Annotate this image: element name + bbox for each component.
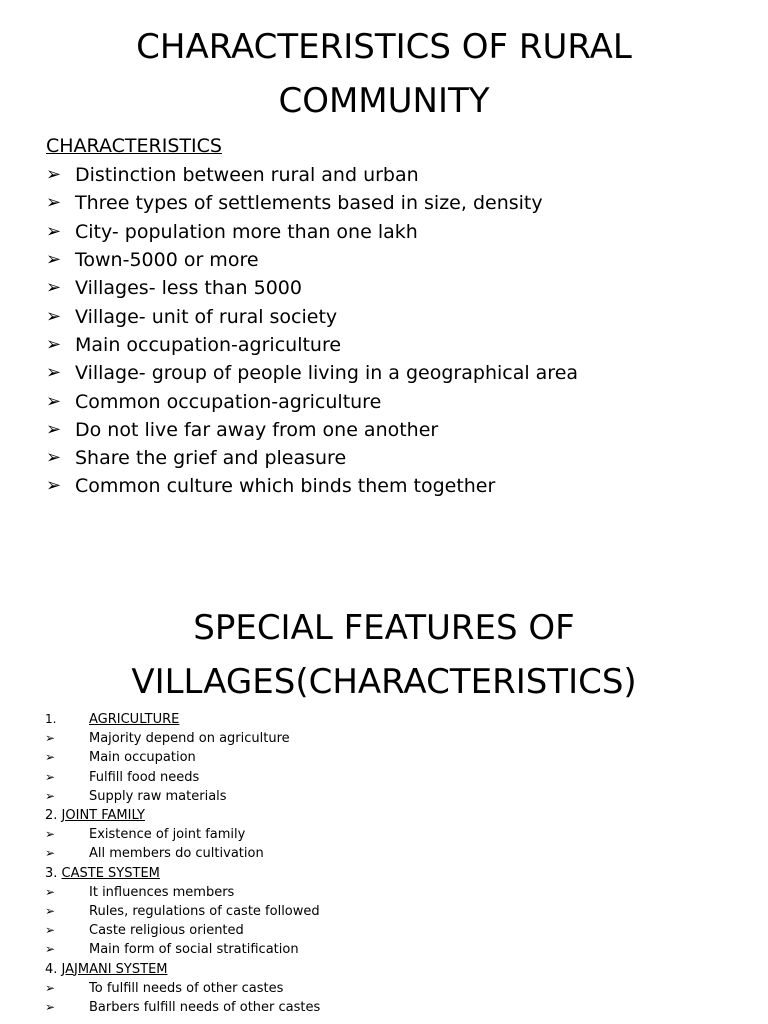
list-item (45, 787, 320, 806)
section-heading (45, 806, 320, 825)
arrow-bullet-icon: ➢ (46, 447, 62, 469)
list-item-text: Barbers fulfill needs of other castes (89, 999, 321, 1015)
list-item-text: Caste religious oriented (89, 923, 244, 939)
arrow-bullet-icon: ➢ (46, 475, 62, 497)
slide-title-line-2: VILLAGES(CHARACTERISTICS) (131, 662, 637, 702)
list-item (46, 416, 578, 444)
arrow-bullet-icon: ➢ (46, 277, 62, 299)
section-heading-text: CASTE SYSTEM (61, 865, 160, 881)
list-item-text: Main occupation-agriculture (75, 333, 342, 356)
arrow-bullet-icon: ➢ (45, 999, 56, 1014)
list-item-text: Main form of social stratification (89, 942, 299, 958)
arrow-bullet-icon: ➢ (46, 418, 62, 440)
slide-title-line-2: COMMUNITY (278, 81, 490, 121)
list-item (45, 998, 320, 1017)
arrow-bullet-icon: ➢ (46, 220, 62, 242)
arrow-bullet-icon: ➢ (45, 769, 56, 784)
list-item-text: Villages- less than 5000 (75, 277, 302, 300)
arrow-bullet-icon: ➢ (45, 731, 56, 746)
arrow-bullet-icon: ➢ (45, 788, 56, 803)
list-item-text: City- population more than one lakh (75, 220, 418, 243)
arrow-bullet-icon: ➢ (46, 164, 62, 186)
list-item-text: Common culture which binds them together (75, 475, 496, 498)
characteristics-list (46, 161, 578, 501)
list-item (46, 246, 578, 274)
arrow-bullet-icon: ➢ (46, 390, 62, 412)
list-item-text: Town-5000 or more (75, 249, 259, 272)
arrow-bullet-icon: ➢ (45, 750, 56, 765)
list-item-text: Share the grief and pleasure (75, 447, 347, 470)
list-item (46, 444, 578, 472)
arrow-bullet-icon: ➢ (45, 884, 56, 899)
slide-title (0, 601, 768, 709)
list-item (45, 883, 320, 902)
list-item-text: Fulfill food needs (89, 769, 200, 785)
arrow-bullet-icon: ➢ (46, 192, 62, 214)
arrow-bullet-icon: ➢ (45, 846, 56, 861)
arrow-bullet-icon: ➢ (45, 942, 56, 957)
arrow-bullet-icon: ➢ (46, 305, 62, 327)
list-item (45, 768, 320, 787)
list-item (45, 729, 320, 748)
list-item-text: Majority depend on agriculture (89, 731, 290, 747)
list-item-text: Common occupation-agriculture (75, 390, 382, 413)
list-item-text: Existence of joint family (89, 827, 246, 843)
list-item (45, 921, 320, 940)
list-item-text: It influences members (89, 884, 235, 900)
list-item-text: Supply raw materials (89, 788, 227, 804)
section-heading-text: AGRICULTURE (89, 712, 180, 728)
section-heading (45, 959, 320, 978)
list-item-text: Distinction between rural and urban (75, 164, 419, 187)
list-item-text: Village- group of people living in a geographical area (75, 362, 579, 385)
special-features-list (45, 710, 320, 1017)
section-heading: CHARACTERISTICS (46, 135, 222, 157)
list-item (46, 218, 578, 246)
arrow-bullet-icon: ➢ (46, 362, 62, 384)
list-item-text: To fulfill needs of other castes (89, 980, 284, 996)
list-item (45, 979, 320, 998)
list-item (45, 825, 320, 844)
list-item-text: Three types of settlements based in size, density (75, 192, 543, 215)
list-item (46, 189, 578, 217)
list-item (46, 472, 578, 500)
arrow-bullet-icon: ➢ (46, 249, 62, 271)
list-item-text: All members do cultivation (89, 846, 264, 862)
section-heading-text: JOINT FAMILY (61, 808, 145, 824)
slide-title (0, 20, 768, 128)
list-item (45, 844, 320, 863)
list-item (46, 359, 578, 387)
section-number: 3. (45, 865, 58, 881)
list-item-text: Rules, regulations of caste followed (89, 903, 320, 919)
list-item (46, 274, 578, 302)
arrow-bullet-icon: ➢ (45, 923, 56, 938)
section-heading (45, 710, 320, 729)
list-item (45, 902, 320, 921)
list-item (46, 331, 578, 359)
slide-title-line-1: SPECIAL FEATURES OF (193, 608, 575, 648)
list-item (45, 940, 320, 959)
slide-special-features (0, 580, 768, 1024)
section-number: 1. (45, 712, 57, 727)
section-heading (45, 864, 320, 883)
list-item-text: Village- unit of rural society (75, 305, 338, 328)
list-item (45, 748, 320, 767)
list-item-text: Do not live far away from one another (75, 418, 439, 441)
section-heading-text: JAJMANI SYSTEM (61, 961, 168, 977)
list-item (46, 387, 578, 415)
list-item (46, 161, 578, 189)
list-item (46, 302, 578, 330)
list-item-text: Main occupation (89, 750, 196, 766)
arrow-bullet-icon: ➢ (45, 903, 56, 918)
section-number: 4. (45, 961, 58, 977)
arrow-bullet-icon: ➢ (45, 980, 56, 995)
slide-title-line-1: CHARACTERISTICS OF RURAL (136, 27, 632, 67)
arrow-bullet-icon: ➢ (45, 827, 56, 842)
arrow-bullet-icon: ➢ (46, 333, 62, 355)
section-number: 2. (45, 808, 58, 824)
